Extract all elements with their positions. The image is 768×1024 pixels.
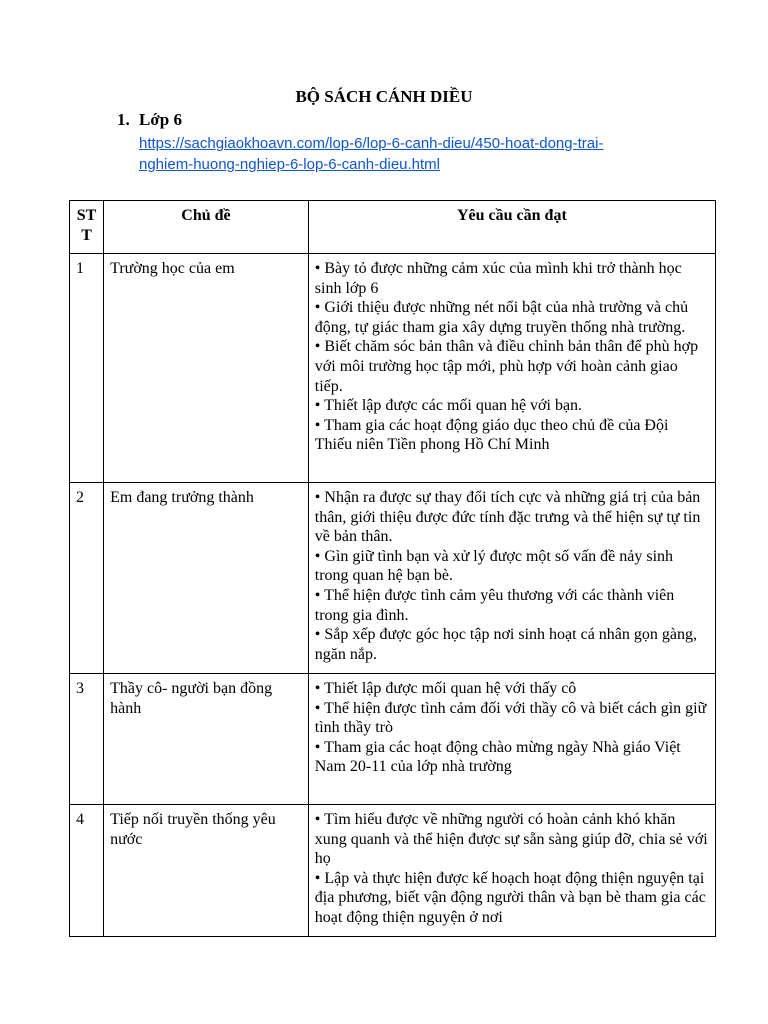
row-topic: Em đang trưởng thành: [104, 483, 309, 674]
curriculum-table: [69, 200, 716, 937]
row-topic: Tiếp nối truyền thống yêu nước: [104, 805, 309, 937]
row-stt: 2: [70, 483, 104, 674]
requirement-item: • Tìm hiểu được về những người có hoàn cảnh khó khăn xung quanh và thể hiện được sự sẵn sàng giúp đỡ, chia sẻ với họ: [314, 811, 708, 868]
requirement-item: • Nhận ra được sự thay đổi tích cực và những giá trị của bản thân, giới thiệu được đức tính đặc trưng và thể hiện sự tự tin về bản thân.: [314, 489, 701, 546]
table-row: [70, 483, 716, 674]
table-header-row: [70, 201, 716, 254]
source-link-line-1[interactable]: https://sachgiaokhoavn.com/lop-6/lop-6-canh-dieu/450-hoat-dong-trai-: [139, 135, 604, 152]
row-requirements: [308, 805, 715, 937]
table-row: [70, 805, 716, 937]
source-link[interactable]: [139, 133, 699, 175]
requirement-item: • Tham gia các hoạt động giáo dục theo chủ đề của Đội Thiếu niên Tiền phong Hồ Chí Minh: [314, 416, 669, 454]
requirement-item: • Giới thiệu được những nét nổi bật của nhà trường và chủ động, tự giác tham gia xây dựng truyền thống nhà trường.: [314, 299, 689, 336]
row-stt: 3: [70, 674, 104, 805]
requirement-item: • Gìn giữ tình bạn và xử lý được một số vấn đề nảy sinh trong quan hệ bạn bè.: [314, 547, 674, 585]
table-row: [70, 674, 716, 805]
requirement-item: • Tham gia các hoạt động chào mừng ngày Nhà giáo Việt Nam 20-11 của lớp nhà trường: [314, 738, 681, 776]
table-row: [70, 254, 716, 483]
row-stt: 4: [70, 805, 104, 937]
header-stt-line-2: T: [81, 226, 92, 244]
row-topic: Thầy cô- người bạn đồng hành: [104, 674, 309, 805]
section-heading: [117, 110, 182, 130]
row-requirements: [308, 674, 715, 805]
requirement-item: • Sắp xếp được góc học tập nơi sinh hoạt cá nhân gọn gàng, ngăn nắp.: [314, 626, 697, 663]
requirement-item: • Thể hiện được tình cảm yêu thương với các thành viên trong gia đình.: [314, 586, 675, 624]
requirement-item: • Bày tỏ được những cảm xúc của mình khi trở thành học sinh lớp 6: [314, 260, 682, 297]
header-topic: Chủ đề: [104, 201, 309, 254]
header-stt-line-1: ST: [76, 207, 97, 224]
row-topic: Trường học của em: [104, 254, 309, 483]
requirement-item: • Thiết lập được mối quan hệ với thấy cô: [314, 680, 577, 697]
requirement-item: • Thiết lập được các mối quan hệ với bạn.: [314, 397, 583, 415]
source-link-line-2[interactable]: nghiem-huong-nghiep-6-lop-6-canh-dieu.html: [139, 156, 441, 173]
row-requirements: [308, 254, 715, 483]
section-number: 1.: [117, 110, 130, 129]
header-stt: [70, 201, 104, 254]
row-requirements: [308, 483, 715, 674]
row-stt: 1: [70, 254, 104, 483]
requirement-item: • Thể hiện được tình cảm đối với thầy cô và biết cách gìn giữ tình thầy trò: [314, 699, 707, 737]
section-label: Lớp 6: [139, 110, 182, 129]
requirement-item: • Lập và thực hiện được kế hoạch hoạt động thiện nguyện tại địa phương, biết vận động người thân và bạn bè tham gia các hoạt động thiện nguyện ở nơi: [314, 869, 706, 926]
header-requirement: Yêu cầu cần đạt: [308, 201, 715, 254]
document-title: BỘ SÁCH CÁNH DIỀU: [295, 87, 473, 106]
requirement-item: • Biết chăm sóc bản thân và điều chỉnh bản thân để phù hợp với môi trường học tập mới, phù hợp với hoàn cảnh giao tiếp.: [314, 338, 699, 395]
